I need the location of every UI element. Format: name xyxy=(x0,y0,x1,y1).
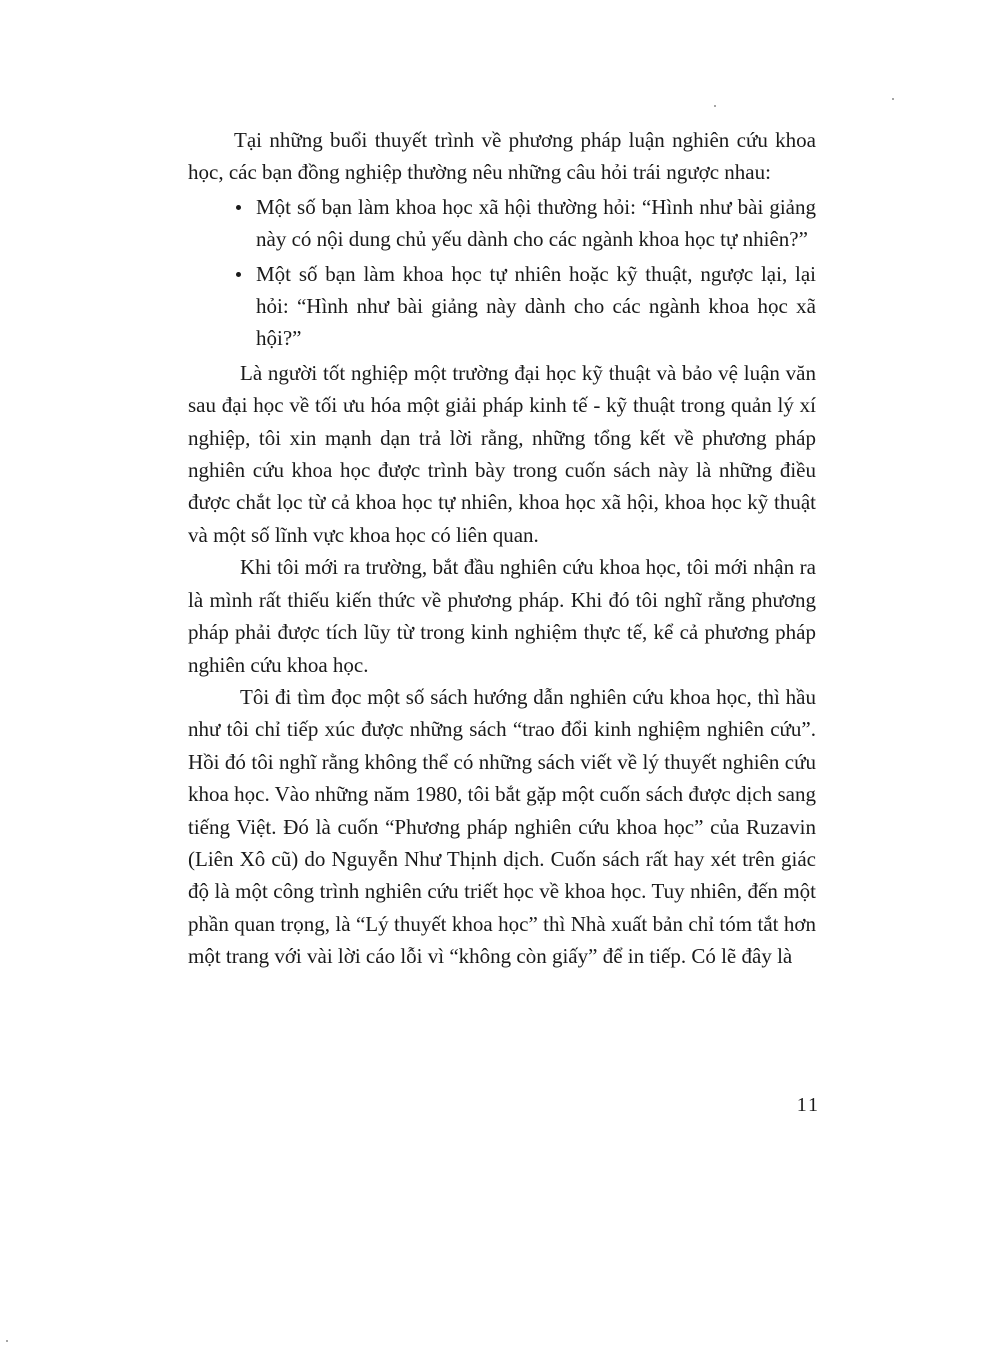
list-item xyxy=(188,258,816,355)
list-item-text: Một số bạn làm khoa học tự nhiên hoặc kỹ thuật, ngược lại, lại hỏi: “Hình như bài giảng này dành cho các ngành khoa học xã hội?” xyxy=(256,261,816,351)
bullet-dot-icon xyxy=(236,272,241,277)
question-list xyxy=(188,191,816,355)
list-item-text: Một số bạn làm khoa học xã hội thường hỏi: “Hình như bài giảng này có nội dung chủ yếu dành cho các ngành khoa học tự nhiên?” xyxy=(256,194,816,252)
body-paragraph: Tôi đi tìm đọc một số sách hướng dẫn nghiên cứu khoa học, thì hầu như tôi chỉ tiếp xúc được những sách “trao đổi kinh nghiệm nghiên cứu”. Hồi đó tôi nghĩ rằng không thể có những sách viết về lý thuyết nghiên cứu khoa học. Vào những năm 1980, tôi bắt gặp một cuốn sách được dịch sang tiếng Việt. Đó là cuốn “Phương pháp nghiên cứu khoa học” của Ruzavin (Liên Xô cũ) do Nguyễn Như Thịnh dịch. Cuốn sách rất hay xét trên giác độ là một công trình nghiên cứu triết học về khoa học. Tuy nhiên, đến một phần quan trọng, là “Lý thuyết khoa học” thì Nhà xuất bản chỉ tóm tắt hơn một trang với vài lời cáo lỗi vì “không còn giấy” để in tiếp. Có lẽ đây là xyxy=(188,684,816,969)
intro-paragraph: Tại những buổi thuyết trình về phương pháp luận nghiên cứu khoa học, các bạn đồng nghiệp thường nêu những câu hỏi trái ngược nhau: xyxy=(188,128,816,185)
scan-speck xyxy=(714,105,716,107)
body-paragraph: Khi tôi mới ra trường, bắt đầu nghiên cứu khoa học, tôi mới nhận ra là mình rất thiếu kiến thức về phương pháp. Khi đó tôi nghĩ rằng phương pháp phải được tích lũy từ trong kinh nghiệm thực tế, kể cả phương pháp nghiên cứu khoa học. xyxy=(188,555,816,677)
body-text xyxy=(188,124,816,973)
scan-speck xyxy=(892,98,894,100)
bullet-dot-icon xyxy=(236,205,241,210)
page-number: 11 xyxy=(796,1094,820,1116)
list-item xyxy=(188,191,816,256)
body-paragraph: Là người tốt nghiệp một trường đại học kỹ thuật và bảo vệ luận văn sau đại học về tối ưu hóa một giải pháp kinh tế - kỹ thuật trong quản lý xí nghiệp, tôi xin mạnh dạn trả lời rằng, những tổng kết về phương pháp nghiên cứu khoa học được trình bày trong cuốn sách này là những điều được chắt lọc từ cả khoa học tự nhiên, khoa học xã hội, khoa học kỹ thuật và một số lĩnh vực khoa học có liên quan. xyxy=(188,360,816,547)
scan-speck xyxy=(6,1340,8,1342)
